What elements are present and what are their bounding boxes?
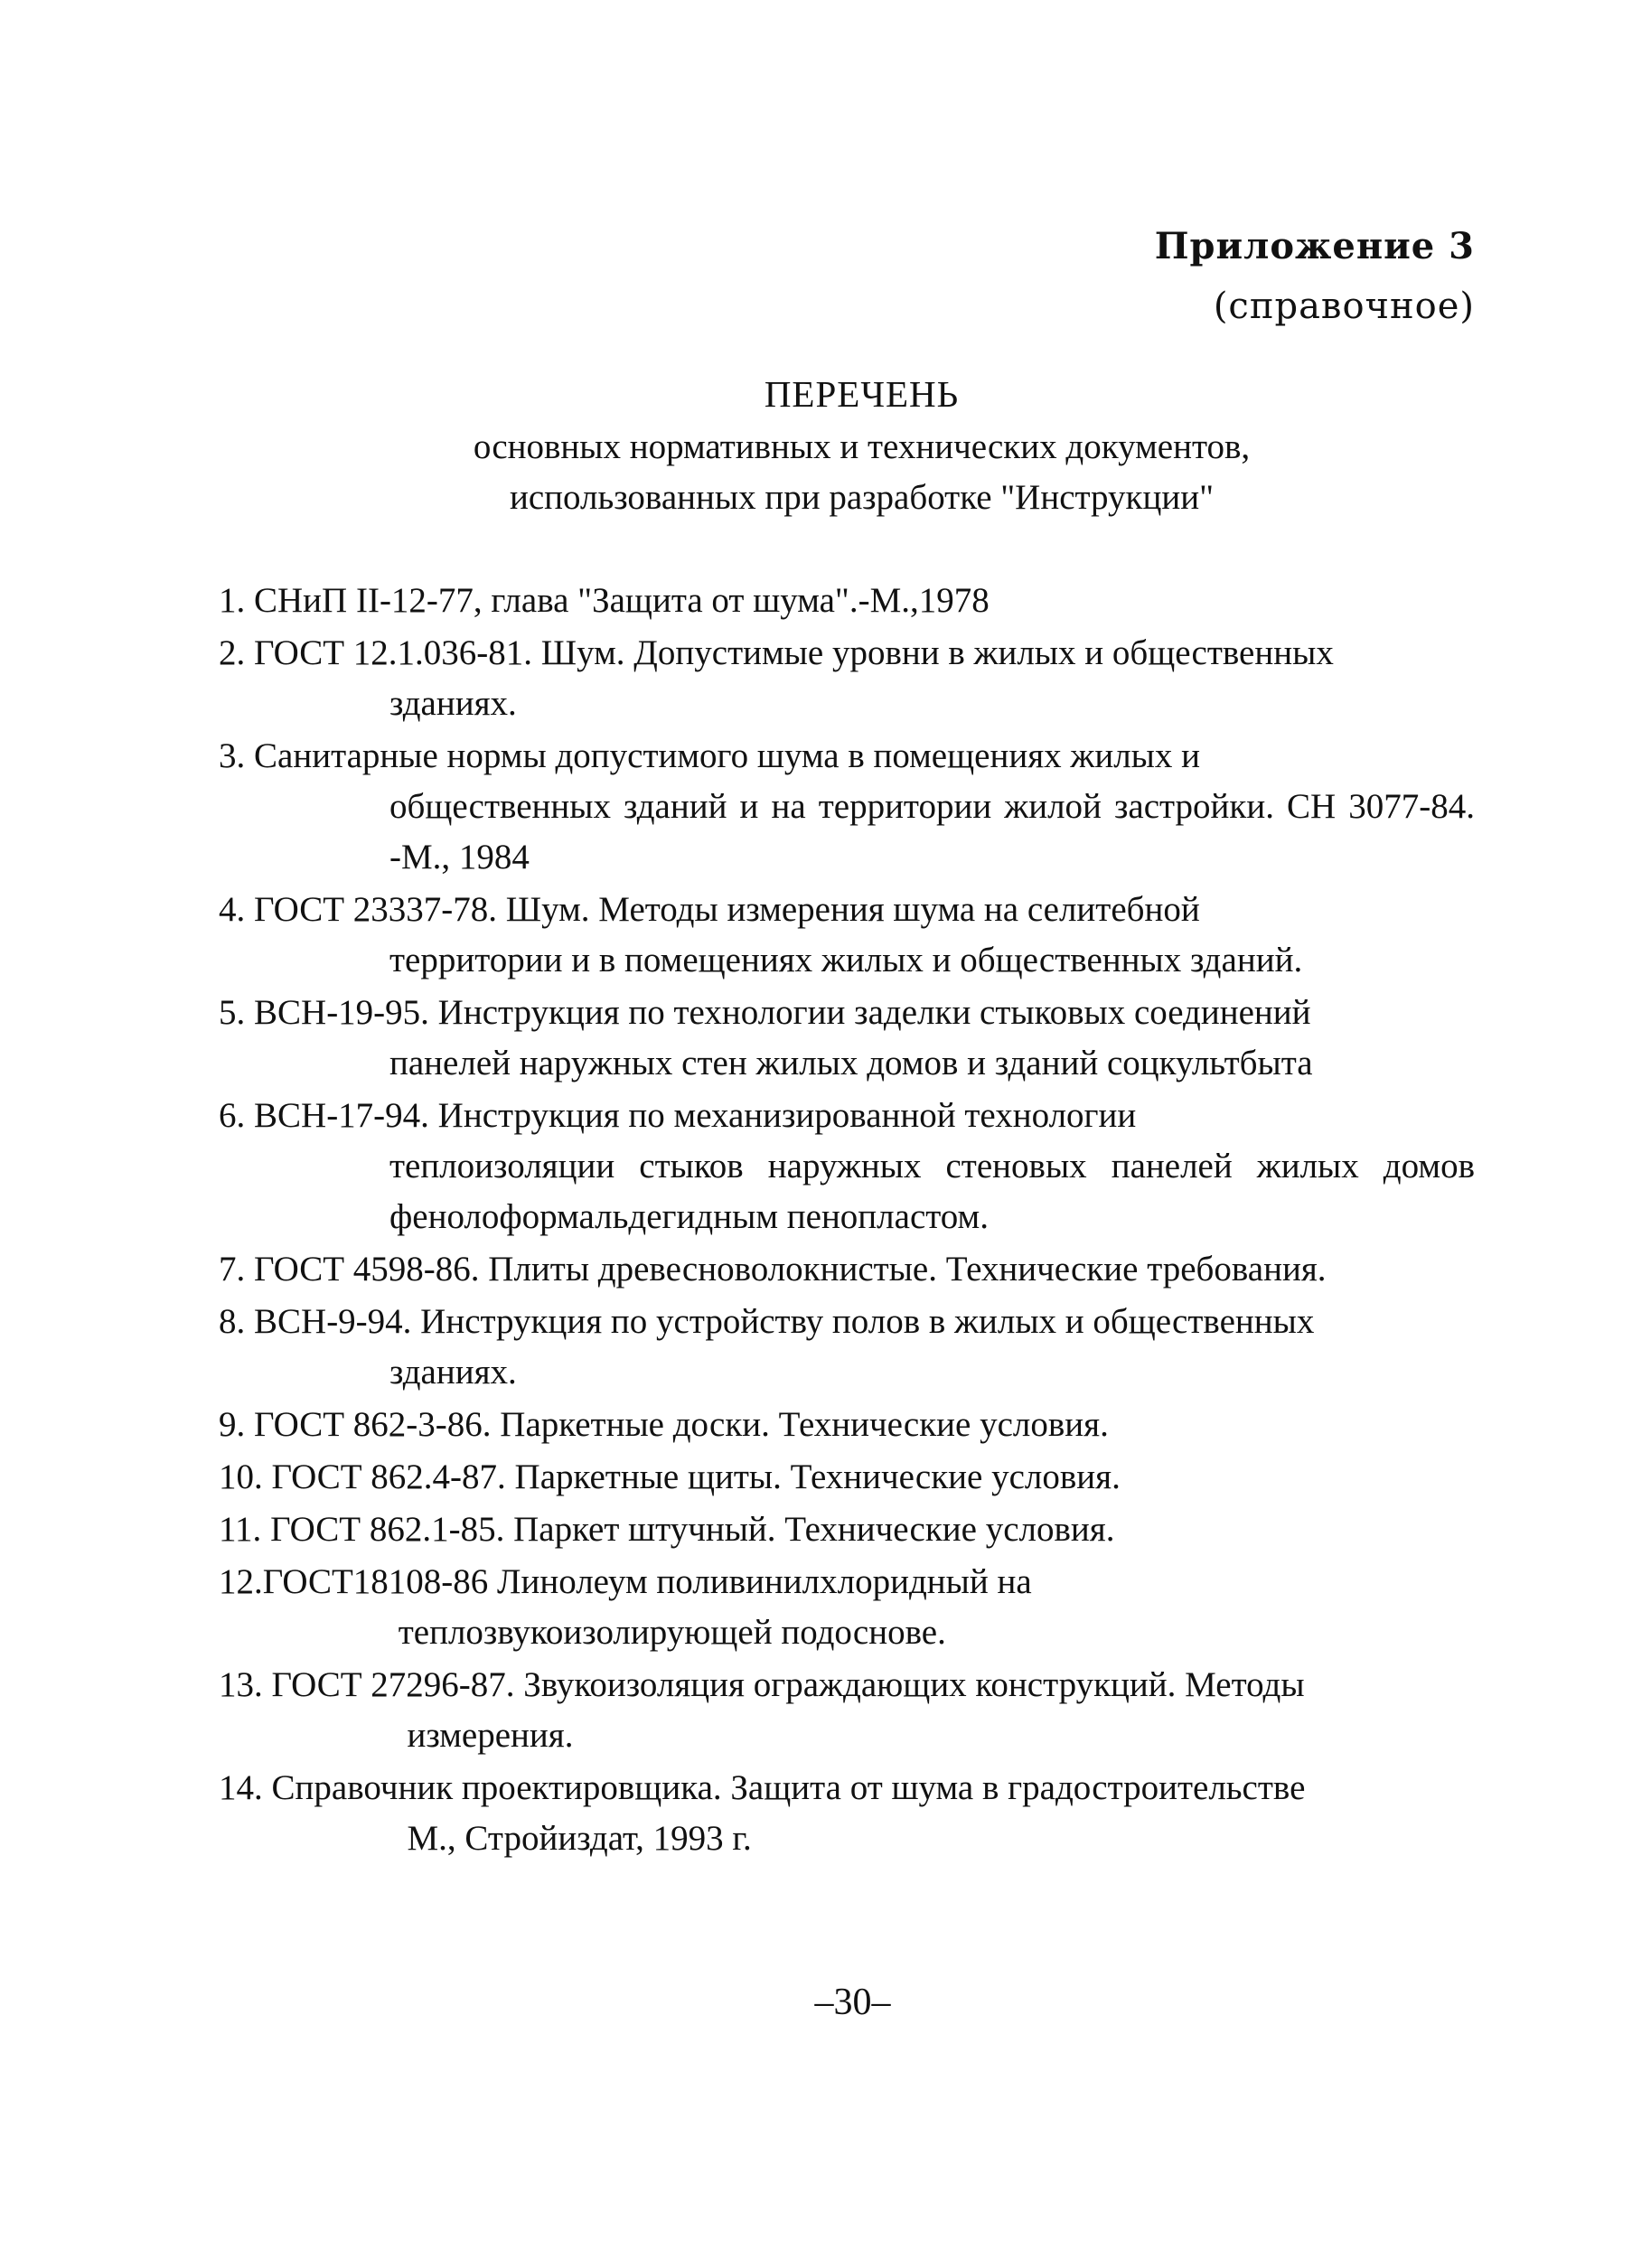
document-number: 13. — [219, 1665, 272, 1704]
heading-title: ПЕРЕЧЕНЬ — [764, 373, 960, 415]
appendix-header — [1155, 217, 1475, 336]
document-item — [219, 1400, 1475, 1450]
document-first-line: ГОСТ 862.1-85. Паркет штучный. Технические условия. — [270, 1510, 1115, 1549]
document-text — [254, 988, 1475, 1089]
document-number: 6. — [219, 1096, 254, 1135]
document-first-line: ГОСТ 27296-87. Звукоизоляция ограждающих конструкций. Методы — [271, 1665, 1305, 1704]
page-number: –30– — [814, 1982, 891, 2023]
document-first-line: ВСН-9-94. Инструкция по устройству полов в жилых и общественных — [254, 1302, 1315, 1341]
document-first-line: ГОСТ 23337-78. Шум. Методы измерения шума на селитебной — [254, 890, 1200, 929]
document-continuation: панелей наружных стен жилых домов и зданий соцкультбыта — [389, 1044, 1313, 1082]
document-continuation: зданиях. — [389, 684, 517, 723]
document-number: 7. — [219, 1250, 254, 1289]
document-text — [272, 1660, 1476, 1761]
document-text — [254, 1297, 1475, 1398]
document-first-line: ГОСТ 4598-86. Плиты древесноволокнистые. Технические требования. — [254, 1250, 1327, 1289]
document-number: 1. — [219, 581, 254, 620]
document-first-line: ВСН-19-95. Инструкция по технологии заделки стыковых соединений — [254, 993, 1311, 1032]
document-text — [272, 1452, 1476, 1503]
document-continuation: теплозвукоизолирующей подоснове. — [398, 1613, 946, 1652]
heading-subtitle-line-2: использованных при разработке "Инструкции" — [509, 478, 1215, 517]
document-item — [219, 885, 1475, 986]
document-number: 4. — [219, 890, 254, 929]
document-number: 12. — [219, 1562, 263, 1601]
document-number: 5. — [219, 993, 254, 1032]
document-number: 9. — [219, 1405, 254, 1444]
document-text — [254, 1400, 1475, 1450]
document-number: 8. — [219, 1302, 254, 1341]
document-text — [254, 731, 1475, 883]
document-item — [219, 628, 1475, 729]
document-item — [219, 1244, 1475, 1295]
document-first-line: Справочник проектировщика. Защита от шума в градостроительстве — [271, 1768, 1306, 1807]
document-item — [219, 1660, 1475, 1761]
document-item — [219, 1557, 1475, 1658]
document-continuation: общественных зданий и на территории жилой застройки. СН 3077-84. -М., 1984 — [389, 787, 1475, 876]
document-text — [263, 1557, 1475, 1658]
document-item — [219, 731, 1475, 883]
document-text — [272, 1763, 1476, 1864]
document-text — [270, 1504, 1475, 1555]
list-heading — [0, 366, 1651, 523]
document-number: 3. — [219, 736, 254, 775]
document-text — [254, 885, 1475, 986]
document-item — [219, 576, 1475, 626]
document-text — [254, 1244, 1475, 1295]
document-item — [219, 1763, 1475, 1864]
document-first-line: ВСН-17-94. Инструкция по механизированной технологии — [254, 1096, 1137, 1135]
appendix-type: (справочное) — [1213, 286, 1475, 327]
document-item — [219, 1452, 1475, 1503]
document-continuation: теплоизоляции стыков наружных стеновых панелей жилых домов фенолоформальдегидным пенопластом. — [389, 1147, 1475, 1236]
document-number: 2. — [219, 633, 254, 672]
document-number: 14. — [219, 1768, 272, 1807]
document-continuation: измерения. — [407, 1716, 574, 1755]
document-first-line: ГОСТ 862.4-87. Паркетные щиты. Технические условия. — [271, 1457, 1121, 1496]
document-first-line: ГОСТ 12.1.036-81. Шум. Допустимые уровни в жилых и общественных — [254, 633, 1334, 672]
document-first-line: Санитарные нормы допустимого шума в помещениях жилых и — [254, 736, 1200, 775]
document-first-line: ГОСТ 862-3-86. Паркетные доски. Технические условия. — [254, 1405, 1109, 1444]
documents-list — [219, 576, 1475, 1866]
heading-subtitle-line-1: основных нормативных и технических документов, — [473, 427, 1251, 466]
appendix-label: Приложение 3 — [1154, 225, 1475, 267]
document-item — [219, 1504, 1475, 1555]
document-continuation: М., Стройиздат, 1993 г. — [407, 1819, 752, 1858]
document-first-line: СНиП II-12-77, глава "Защита от шума".-М.,1978 — [254, 581, 990, 620]
document-first-line: ГОСТ18108-86 Линолеум поливинилхлоридный на — [262, 1562, 1032, 1601]
document-text — [254, 1091, 1475, 1242]
document-number: 10. — [219, 1457, 272, 1496]
document-item — [219, 1297, 1475, 1398]
document-continuation: зданиях. — [389, 1353, 517, 1392]
document-number: 11. — [219, 1510, 271, 1549]
document-continuation: территории и в помещениях жилых и общественных зданий. — [389, 941, 1303, 979]
document-text — [254, 628, 1475, 729]
document-item — [219, 988, 1475, 1089]
document-item — [219, 1091, 1475, 1242]
document-text — [254, 576, 1475, 626]
